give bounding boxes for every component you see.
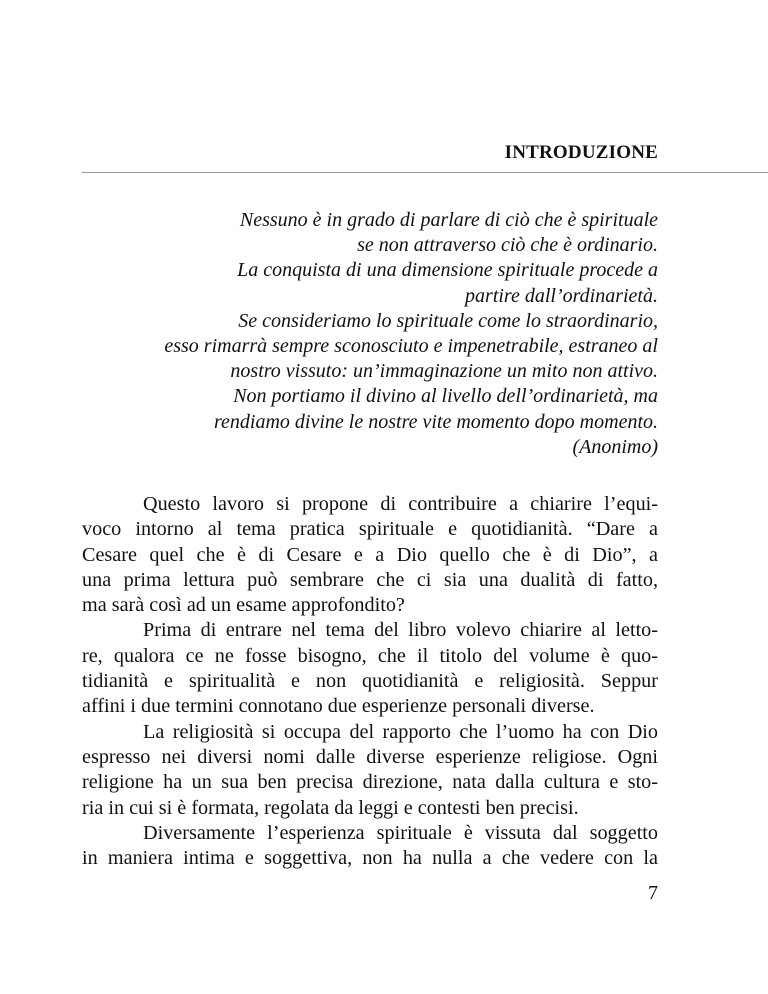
body-line: Cesare quel che è di Cesare e a Dio quello che è di Dio”, a xyxy=(82,543,658,566)
body-line: Prima di entrare nel tema del libro volevo chiarire al letto- xyxy=(143,619,658,642)
body-line: espresso nei diversi nomi dalle diverse esperienze religiose. Ogni xyxy=(82,745,658,768)
body-line: una prima lettura può sembrare che ci sia una dualità di fatto, xyxy=(82,568,658,591)
page-number: 7 xyxy=(648,882,658,904)
body-line: Questo lavoro si propone di contribuire a chiarire l’equi- xyxy=(143,493,658,515)
header-divider xyxy=(82,172,768,173)
epigraph-line: La conquista di una dimensione spirituale procede a xyxy=(237,259,658,282)
epigraph xyxy=(38,208,658,460)
body-line: tidianità e spiritualità e non quotidianità e religiosità. Seppur xyxy=(82,670,658,693)
epigraph-line: nostro vissuto: un’immaginazione un mito non attivo. xyxy=(230,360,658,383)
epigraph-line: se non attraverso ciò che è ordinario. xyxy=(357,234,658,257)
body-line: in maniera intima e soggettiva, non ha nulla a che vedere con la xyxy=(82,847,658,870)
body-line: re, qualora ce ne fosse bisogno, che il titolo del volume è quo- xyxy=(82,644,658,667)
chapter-title: INTRODUZIONE xyxy=(504,142,658,163)
epigraph-line: Nessuno è in grado di parlare di ciò che è spirituale xyxy=(239,209,658,231)
epigraph-line: rendiamo divine le nostre vite momento dopo momento. xyxy=(214,410,658,433)
body-line: La religiosità si occupa del rapporto che l’uomo ha con Dio xyxy=(143,720,658,743)
epigraph-attribution: (Anonimo) xyxy=(572,435,658,458)
epigraph-line: partire dall’ordinarietà. xyxy=(465,284,658,307)
body-text xyxy=(82,492,658,871)
body-line: Diversamente l’esperienza spirituale è vissuta dal soggetto xyxy=(143,821,658,844)
body-line: religione ha un sua ben precisa direzione, nata dalla cultura e sto- xyxy=(82,771,658,794)
body-line: voco intorno al tema pratica spirituale e quotidianità. “Dare a xyxy=(82,518,658,541)
body-line: ma sarà così ad un esame approfondito? xyxy=(82,594,405,617)
body-line: ria in cui si è formata, regolata da leggi e contesti ben precisi. xyxy=(82,796,579,819)
epigraph-line: Se consideriamo lo spirituale come lo straordinario, xyxy=(238,309,658,332)
body-line: affini i due termini connotano due esperienze personali diverse. xyxy=(82,695,595,718)
epigraph-line: Non portiamo il divino al livello dell’ordinarietà, ma xyxy=(233,385,658,408)
epigraph-line: esso rimarrà sempre sconosciuto e impenetrabile, estraneo al xyxy=(164,335,658,358)
